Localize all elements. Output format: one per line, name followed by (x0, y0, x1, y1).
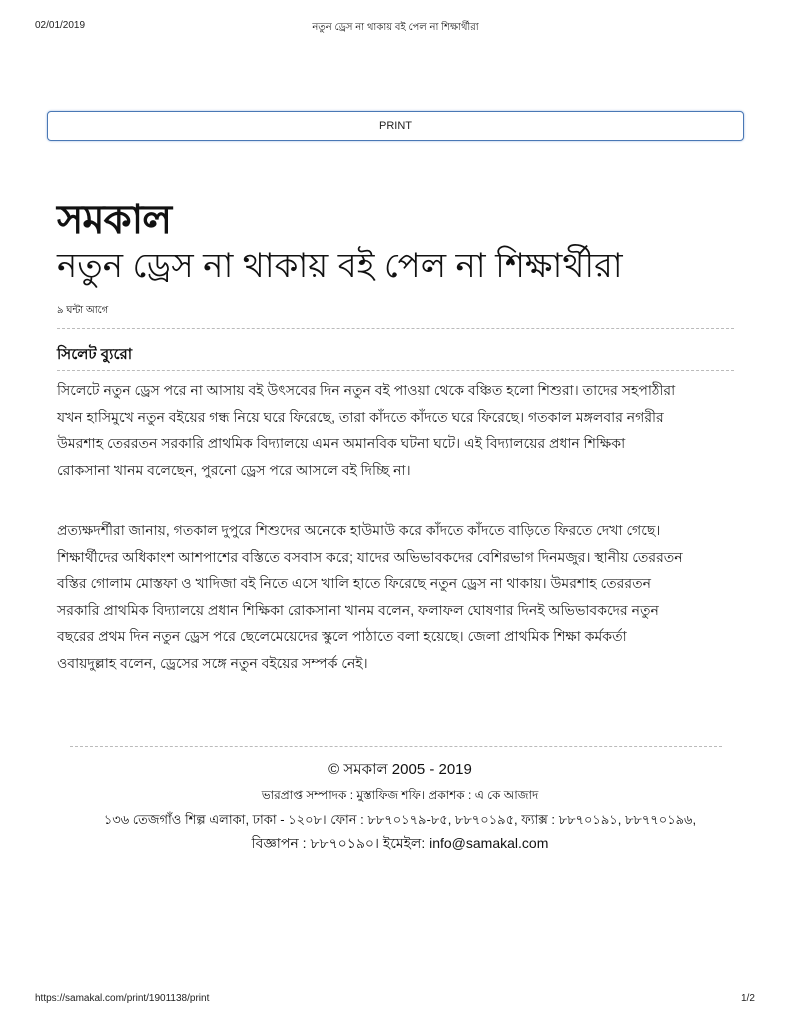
article-title: নতুন ড্রেস না থাকায় বই পেল না শিক্ষার্থীরা (57, 247, 623, 285)
paragraph-line: সরকারি প্রাথমিক বিদ্যালয়ে প্রধান শিক্ষিকা রোকসানা খানম বলেন, ফলাফল ঘোষণার দিনই অভিভাবকদের নতুন (57, 601, 659, 618)
paragraph-line: রোকসানা খানম বলেছেন, পুরনো ড্রেস পরে আসলে বই দিচ্ছি না। (57, 461, 411, 478)
footer-editors: ভারপ্রাপ্ত সম্পাদক : মুস্তাফিজ শফি। প্রকাশক : এ কে আজাদ (261, 788, 539, 802)
article-time: ৯ ঘন্টা আগে (57, 305, 109, 316)
print-button[interactable]: PRINT (47, 111, 744, 141)
paragraph-line: ওবায়দুল্লাহ বলেন, ড্রেসের সঙ্গে নতুন বইয়ের সম্পর্ক নেই। (57, 654, 368, 671)
paragraph-line: প্রত্যক্ষদর্শীরা জানায়, গতকাল দুপুরে শিশুদের অনেকে হাউমাউ করে কাঁদতে কাঁদতে বাড়িতে ফিরতে দেখা গেছে। (57, 522, 661, 538)
footer-divider (70, 746, 722, 747)
divider (57, 370, 734, 371)
paragraph-line: উমরশাহ তেররতন সরকারি প্রাথমিক বিদ্যালয়ে এমন অমানবিক ঘটনা ঘটে। এই বিদ্যালয়ের প্রধান শিক্ষিকা (57, 435, 626, 451)
article-paragraph-2 (57, 517, 683, 676)
footer-contact: বিজ্ঞাপন : ৮৮৭০১৯০। ইমেইল: info@samakal.com (251, 835, 549, 851)
paragraph-line: যখন হাসিমুখে নতুন বইয়ের গন্ধ নিয়ে ঘরে ফিরেছে, তারা কাঁদতে কাঁদতে ঘরে ফিরেছে। গতকাল মঙ্গলবার নগরীর (57, 408, 664, 425)
page-url: https://samakal.com/print/1901138/print (35, 993, 210, 1004)
print-header-title: নতুন ড্রেস না থাকায় বই পেল না শিক্ষার্থীরা (312, 22, 479, 33)
footer-address: ১৩৬ তেজগাঁও শিল্প এলাকা, ঢাকা - ১২০৮। ফোন : ৮৮৭০১৭৯-৮৫, ৮৮৭০১৯৫, ফ্যাক্স : ৮৮৭০১৯১, ৮৮৭৭০১৯৬, (103, 812, 697, 827)
paragraph-line: শিক্ষার্থীদের অধিকাংশ আশপাশের বস্তিতে বসবাস করে; যাদের অভিভাবকদের বেশিরভাগ দিনমজুর। স্থানীয় তেররতন (57, 548, 683, 565)
print-date: 02/01/2019 (35, 20, 86, 31)
site-footer (60, 758, 740, 854)
article-paragraph-1 (57, 377, 675, 483)
article-byline: সিলেট ব্যুরো (57, 346, 133, 363)
footer-copyright: © সমকাল 2005 - 2019 (328, 761, 472, 778)
samakal-logo: সমকাল (57, 196, 172, 243)
paragraph-line: সিলেটে নতুন ড্রেস পরে না আসায় বই উৎসবের দিন নতুন বই পাওয়া থেকে বঞ্চিত হলো শিশুরা। তাদের সহপাঠীরা (57, 382, 676, 398)
page-number: 1/2 (741, 993, 755, 1004)
divider (57, 328, 734, 329)
paragraph-line: বছরের প্রথম দিন নতুন ড্রেস পরে ছেলেমেয়েদের স্কুলে পাঠাতে বলা হয়েছে। জেলা প্রাথমিক শিক্ষা কর্মকর্তা (57, 628, 627, 644)
paragraph-line: বস্তির গোলাম মোস্তফা ও খাদিজা বই নিতে এসে খালি হাতে ফিরেছে নতুন ড্রেস না থাকায়। উমরশাহ তেররতন (57, 575, 651, 591)
